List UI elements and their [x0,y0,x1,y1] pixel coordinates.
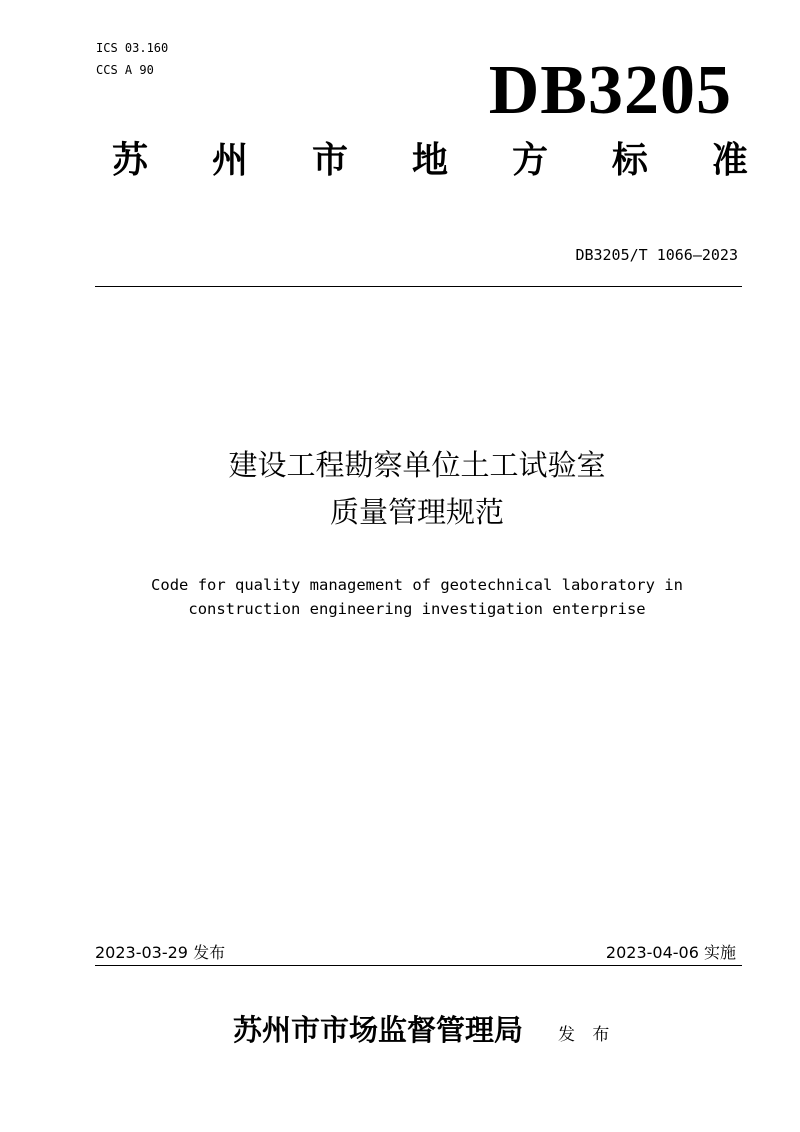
top-divider [95,286,742,287]
issue-date: 2023-03-29 发布 [95,943,226,962]
title-en-line1: Code for quality management of geotechnical laboratory in [151,576,683,594]
ics-code: ICS 03.160 [96,41,169,55]
standard-type-char: 标 [611,139,648,181]
standard-type-char: 地 [411,139,448,181]
standard-type-char: 州 [211,139,248,181]
standard-type-char: 方 [511,139,548,181]
implement-date: 2023-04-06 实施 [605,943,736,962]
ccs-code: CCS A 90 [96,63,154,77]
publisher: 苏州市市场监督管理局 [233,1013,524,1047]
standard-type [112,138,748,182]
standard-type-char: 苏 [112,139,149,181]
standard-type-char: 市 [311,139,348,181]
standard-code: DB3205 [488,52,732,129]
standard-number: DB3205/T 1066—2023 [575,246,738,264]
title-cn-line2: 质量管理规范 [329,495,504,529]
bottom-divider [95,965,742,966]
standard-type-char: 准 [711,139,748,181]
title-cn-line1: 建设工程勘察单位土工试验室 [228,448,606,482]
publisher-suffix: 发 布 [558,1025,616,1045]
title-en-line2: construction engineering investigation enterprise [188,600,646,618]
